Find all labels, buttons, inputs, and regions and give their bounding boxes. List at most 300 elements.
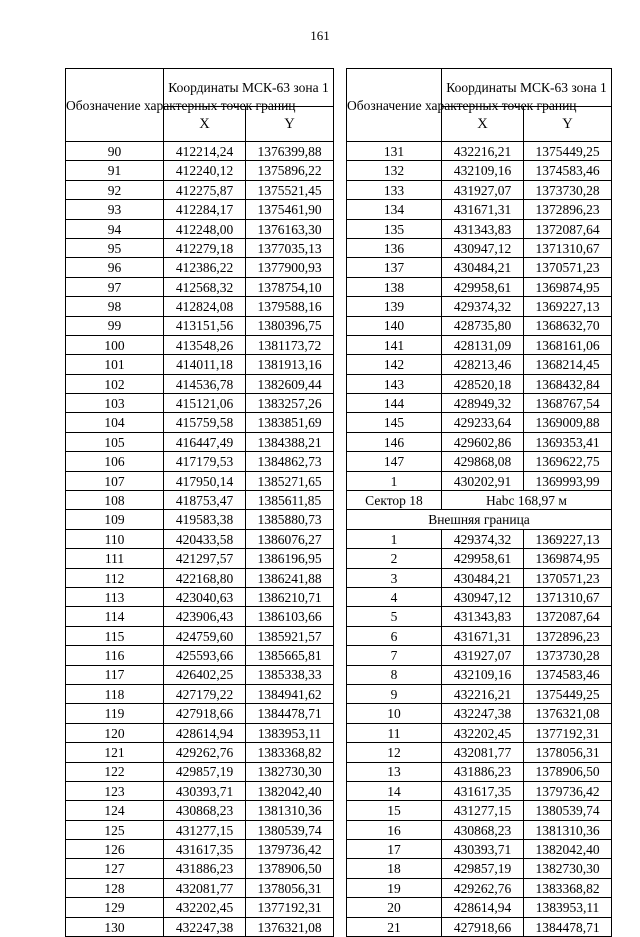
coord-y: 1381310,36 bbox=[524, 820, 612, 839]
point-number: 131 bbox=[347, 142, 442, 161]
point-number: 98 bbox=[66, 297, 164, 316]
table-row bbox=[347, 917, 612, 936]
point-number: 119 bbox=[66, 704, 164, 723]
point-number: 102 bbox=[66, 374, 164, 393]
sector-name: Сектор 18 bbox=[347, 491, 442, 510]
table-row bbox=[347, 277, 612, 296]
coord-x: 412568,32 bbox=[164, 277, 246, 296]
point-number: 110 bbox=[66, 529, 164, 548]
table-row bbox=[66, 297, 334, 316]
table-row bbox=[347, 238, 612, 257]
coord-y: 1382730,30 bbox=[524, 859, 612, 878]
table-row bbox=[66, 394, 334, 413]
coord-y: 1385271,65 bbox=[246, 471, 334, 490]
table-row bbox=[66, 587, 334, 606]
coord-x: 417950,14 bbox=[164, 471, 246, 490]
coord-x: 423040,63 bbox=[164, 587, 246, 606]
table-row bbox=[66, 452, 334, 471]
header-coords-label: Координаты МСК-63 зона 1 bbox=[442, 69, 612, 107]
point-number: 92 bbox=[66, 180, 164, 199]
coord-x: 431343,83 bbox=[442, 607, 524, 626]
coord-y: 1368767,54 bbox=[524, 394, 612, 413]
table-row bbox=[347, 413, 612, 432]
coord-x: 430393,71 bbox=[164, 781, 246, 800]
table-row bbox=[66, 878, 334, 897]
table-row bbox=[66, 568, 334, 587]
coord-y: 1383368,82 bbox=[524, 878, 612, 897]
table-row bbox=[347, 355, 612, 374]
point-number: 95 bbox=[66, 238, 164, 257]
coord-x: 431343,83 bbox=[442, 219, 524, 238]
point-number: 20 bbox=[347, 898, 442, 917]
point-number: 2 bbox=[347, 549, 442, 568]
point-number: 106 bbox=[66, 452, 164, 471]
table-row bbox=[347, 587, 612, 606]
coord-x: 430947,12 bbox=[442, 238, 524, 257]
table-row bbox=[347, 200, 612, 219]
point-number: 118 bbox=[66, 684, 164, 703]
coord-x: 432216,21 bbox=[442, 684, 524, 703]
point-number: 10 bbox=[347, 704, 442, 723]
table-row bbox=[66, 432, 334, 451]
table-row bbox=[66, 200, 334, 219]
point-number: 122 bbox=[66, 762, 164, 781]
coord-x: 429857,19 bbox=[164, 762, 246, 781]
coord-y: 1377192,31 bbox=[524, 723, 612, 742]
point-number: 115 bbox=[66, 626, 164, 645]
coord-y: 1380539,74 bbox=[524, 801, 612, 820]
table-row bbox=[347, 607, 612, 626]
table-row bbox=[66, 762, 334, 781]
point-number: 117 bbox=[66, 665, 164, 684]
coord-y: 1383851,69 bbox=[246, 413, 334, 432]
table-row bbox=[347, 452, 612, 471]
table-row bbox=[347, 161, 612, 180]
coord-y: 1380539,74 bbox=[246, 820, 334, 839]
coord-y: 1377900,93 bbox=[246, 258, 334, 277]
coord-x: 412386,22 bbox=[164, 258, 246, 277]
coord-y: 1371310,67 bbox=[524, 587, 612, 606]
coord-y: 1378754,10 bbox=[246, 277, 334, 296]
coord-y: 1384478,71 bbox=[524, 917, 612, 936]
point-number: 127 bbox=[66, 859, 164, 878]
coord-y: 1368632,70 bbox=[524, 316, 612, 335]
point-number: 109 bbox=[66, 510, 164, 529]
point-number: 3 bbox=[347, 568, 442, 587]
point-number: 126 bbox=[66, 840, 164, 859]
point-number: 132 bbox=[347, 161, 442, 180]
coord-y: 1382042,40 bbox=[524, 840, 612, 859]
coord-x: 428131,09 bbox=[442, 335, 524, 354]
table-row bbox=[347, 258, 612, 277]
coord-x: 429262,76 bbox=[442, 878, 524, 897]
coord-y: 1384388,21 bbox=[246, 432, 334, 451]
table-body-right bbox=[347, 142, 612, 937]
point-number: 107 bbox=[66, 471, 164, 490]
table-row bbox=[66, 626, 334, 645]
point-number: 113 bbox=[66, 587, 164, 606]
point-number: 1 bbox=[347, 529, 442, 548]
coord-x: 427179,22 bbox=[164, 684, 246, 703]
point-number: 101 bbox=[66, 355, 164, 374]
coord-x: 428213,46 bbox=[442, 355, 524, 374]
point-number: 7 bbox=[347, 646, 442, 665]
point-number: 1 bbox=[347, 471, 442, 490]
coord-y: 1384478,71 bbox=[246, 704, 334, 723]
table-row bbox=[66, 238, 334, 257]
point-number: 144 bbox=[347, 394, 442, 413]
point-number: 129 bbox=[66, 898, 164, 917]
table-row bbox=[66, 491, 334, 510]
coord-y: 1376399,88 bbox=[246, 142, 334, 161]
point-number: 13 bbox=[347, 762, 442, 781]
coord-x: 415759,58 bbox=[164, 413, 246, 432]
coord-x: 430868,23 bbox=[442, 820, 524, 839]
header-x: X bbox=[442, 107, 524, 142]
coord-y: 1369622,75 bbox=[524, 452, 612, 471]
coord-x: 432247,38 bbox=[442, 704, 524, 723]
coord-x: 427918,66 bbox=[164, 704, 246, 723]
table-row bbox=[66, 607, 334, 626]
coord-x: 430868,23 bbox=[164, 801, 246, 820]
table-row bbox=[347, 801, 612, 820]
coord-y: 1385611,85 bbox=[246, 491, 334, 510]
point-number: 100 bbox=[66, 335, 164, 354]
point-number: 11 bbox=[347, 723, 442, 742]
coord-x: 431886,23 bbox=[442, 762, 524, 781]
point-number: 116 bbox=[66, 646, 164, 665]
coord-x: 412824,08 bbox=[164, 297, 246, 316]
coord-y: 1375896,22 bbox=[246, 161, 334, 180]
table-row bbox=[66, 820, 334, 839]
coord-x: 432247,38 bbox=[164, 917, 246, 936]
coord-y: 1374583,46 bbox=[524, 665, 612, 684]
table-row bbox=[66, 743, 334, 762]
point-number: 140 bbox=[347, 316, 442, 335]
point-number: 130 bbox=[66, 917, 164, 936]
coord-x: 429958,61 bbox=[442, 277, 524, 296]
coord-x: 431277,15 bbox=[164, 820, 246, 839]
coord-y: 1369874,95 bbox=[524, 549, 612, 568]
coord-y: 1383368,82 bbox=[246, 743, 334, 762]
coord-x: 421297,57 bbox=[164, 549, 246, 568]
coord-x: 429374,32 bbox=[442, 529, 524, 548]
point-number: 142 bbox=[347, 355, 442, 374]
coord-y: 1370571,23 bbox=[524, 568, 612, 587]
table-row bbox=[347, 432, 612, 451]
table-row bbox=[347, 723, 612, 742]
table-row bbox=[347, 626, 612, 645]
point-number: 139 bbox=[347, 297, 442, 316]
coord-y: 1372896,23 bbox=[524, 626, 612, 645]
coord-x: 428735,80 bbox=[442, 316, 524, 335]
coord-x: 430947,12 bbox=[442, 587, 524, 606]
coord-y: 1370571,23 bbox=[524, 258, 612, 277]
coord-x: 412275,87 bbox=[164, 180, 246, 199]
table-row bbox=[347, 180, 612, 199]
coord-y: 1382730,30 bbox=[246, 762, 334, 781]
coordinates-table-right bbox=[346, 68, 612, 937]
coord-x: 412248,00 bbox=[164, 219, 246, 238]
coord-y: 1385665,81 bbox=[246, 646, 334, 665]
coord-y: 1383953,11 bbox=[246, 723, 334, 742]
header-y: Y bbox=[246, 107, 334, 142]
coord-y: 1377192,31 bbox=[246, 898, 334, 917]
page-number: 161 bbox=[310, 28, 330, 43]
point-number: 99 bbox=[66, 316, 164, 335]
table-row bbox=[66, 859, 334, 878]
coord-y: 1378056,31 bbox=[524, 743, 612, 762]
point-number: 94 bbox=[66, 219, 164, 238]
point-number: 123 bbox=[66, 781, 164, 800]
coord-y: 1385921,57 bbox=[246, 626, 334, 645]
coord-x: 419583,38 bbox=[164, 510, 246, 529]
point-number: 16 bbox=[347, 820, 442, 839]
point-number: 125 bbox=[66, 820, 164, 839]
point-number: 91 bbox=[66, 161, 164, 180]
coord-y: 1369227,13 bbox=[524, 529, 612, 548]
coord-x: 413151,56 bbox=[164, 316, 246, 335]
table-row bbox=[66, 471, 334, 490]
table-row bbox=[347, 297, 612, 316]
coord-x: 418753,47 bbox=[164, 491, 246, 510]
table-row bbox=[66, 161, 334, 180]
table-row bbox=[66, 684, 334, 703]
table-row bbox=[66, 549, 334, 568]
table-row bbox=[66, 258, 334, 277]
coord-y: 1368432,84 bbox=[524, 374, 612, 393]
table-row bbox=[66, 801, 334, 820]
coord-x: 431671,31 bbox=[442, 200, 524, 219]
header-point-label: Обозначение характерных точек границ bbox=[347, 69, 442, 142]
point-number: 17 bbox=[347, 840, 442, 859]
table-row bbox=[66, 316, 334, 335]
coord-y: 1369353,41 bbox=[524, 432, 612, 451]
coord-y: 1378906,50 bbox=[524, 762, 612, 781]
point-number: 12 bbox=[347, 743, 442, 762]
coord-x: 432081,77 bbox=[164, 878, 246, 897]
table-row bbox=[66, 529, 334, 548]
coord-x: 426402,25 bbox=[164, 665, 246, 684]
table-row bbox=[347, 762, 612, 781]
table-row bbox=[347, 394, 612, 413]
table-row bbox=[347, 781, 612, 800]
coord-x: 428949,32 bbox=[442, 394, 524, 413]
point-number: 97 bbox=[66, 277, 164, 296]
coord-x: 432109,16 bbox=[442, 161, 524, 180]
point-number: 141 bbox=[347, 335, 442, 354]
table-row bbox=[347, 646, 612, 665]
table-row bbox=[66, 665, 334, 684]
coord-x: 430202,91 bbox=[442, 471, 524, 490]
point-number: 21 bbox=[347, 917, 442, 936]
table-row bbox=[347, 335, 612, 354]
sector-row bbox=[347, 491, 612, 510]
coord-y: 1385880,73 bbox=[246, 510, 334, 529]
point-number: 112 bbox=[66, 568, 164, 587]
coord-y: 1369227,13 bbox=[524, 297, 612, 316]
table-row bbox=[66, 277, 334, 296]
outer-boundary-row bbox=[347, 510, 612, 529]
table-row bbox=[66, 840, 334, 859]
point-number: 137 bbox=[347, 258, 442, 277]
table-row bbox=[66, 355, 334, 374]
table-row bbox=[347, 743, 612, 762]
coord-x: 432216,21 bbox=[442, 142, 524, 161]
coord-y: 1383953,11 bbox=[524, 898, 612, 917]
coord-y: 1386241,88 bbox=[246, 568, 334, 587]
coord-y: 1375461,90 bbox=[246, 200, 334, 219]
table-row bbox=[66, 374, 334, 393]
coord-y: 1375449,25 bbox=[524, 684, 612, 703]
table-row bbox=[66, 646, 334, 665]
coord-x: 425593,66 bbox=[164, 646, 246, 665]
table-row bbox=[347, 820, 612, 839]
coord-x: 417179,53 bbox=[164, 452, 246, 471]
point-number: 14 bbox=[347, 781, 442, 800]
coord-x: 429857,19 bbox=[442, 859, 524, 878]
point-number: 146 bbox=[347, 432, 442, 451]
table-row bbox=[347, 374, 612, 393]
coord-x: 429868,08 bbox=[442, 452, 524, 471]
coord-y: 1378056,31 bbox=[246, 878, 334, 897]
point-number: 96 bbox=[66, 258, 164, 277]
coord-x: 432081,77 bbox=[442, 743, 524, 762]
coord-y: 1381913,16 bbox=[246, 355, 334, 374]
table-row bbox=[66, 413, 334, 432]
coord-x: 431617,35 bbox=[164, 840, 246, 859]
point-number: 136 bbox=[347, 238, 442, 257]
coord-y: 1377035,13 bbox=[246, 238, 334, 257]
coord-y: 1375449,25 bbox=[524, 142, 612, 161]
sector-area: Нabc 168,97 м bbox=[442, 491, 612, 510]
coord-y: 1369009,88 bbox=[524, 413, 612, 432]
point-number: 15 bbox=[347, 801, 442, 820]
coord-x: 431927,07 bbox=[442, 646, 524, 665]
point-number: 121 bbox=[66, 743, 164, 762]
table-row bbox=[347, 665, 612, 684]
point-number: 9 bbox=[347, 684, 442, 703]
coord-x: 430393,71 bbox=[442, 840, 524, 859]
coord-x: 430484,21 bbox=[442, 568, 524, 587]
coord-x: 429262,76 bbox=[164, 743, 246, 762]
coord-x: 429374,32 bbox=[442, 297, 524, 316]
coord-x: 427918,66 bbox=[442, 917, 524, 936]
table-row bbox=[347, 316, 612, 335]
table-row bbox=[347, 471, 612, 490]
point-number: 134 bbox=[347, 200, 442, 219]
table-row bbox=[347, 142, 612, 161]
coord-y: 1384862,73 bbox=[246, 452, 334, 471]
coord-x: 429958,61 bbox=[442, 549, 524, 568]
point-number: 8 bbox=[347, 665, 442, 684]
coord-x: 432202,45 bbox=[164, 898, 246, 917]
coord-x: 414536,78 bbox=[164, 374, 246, 393]
coord-y: 1372896,23 bbox=[524, 200, 612, 219]
coord-y: 1380396,75 bbox=[246, 316, 334, 335]
coord-y: 1385338,33 bbox=[246, 665, 334, 684]
point-number: 90 bbox=[66, 142, 164, 161]
point-number: 18 bbox=[347, 859, 442, 878]
point-number: 19 bbox=[347, 878, 442, 897]
table-row bbox=[347, 704, 612, 723]
point-number: 138 bbox=[347, 277, 442, 296]
coord-x: 423906,43 bbox=[164, 607, 246, 626]
point-number: 104 bbox=[66, 413, 164, 432]
point-number: 4 bbox=[347, 587, 442, 606]
coord-y: 1369874,95 bbox=[524, 277, 612, 296]
coord-y: 1386196,95 bbox=[246, 549, 334, 568]
coord-x: 424759,60 bbox=[164, 626, 246, 645]
coord-y: 1384941,62 bbox=[246, 684, 334, 703]
coord-y: 1368161,06 bbox=[524, 335, 612, 354]
point-number: 93 bbox=[66, 200, 164, 219]
coord-x: 431617,35 bbox=[442, 781, 524, 800]
coordinates-table-left bbox=[65, 68, 334, 937]
table-row bbox=[347, 529, 612, 548]
table-row bbox=[66, 142, 334, 161]
table-row bbox=[66, 781, 334, 800]
coord-y: 1378906,50 bbox=[246, 859, 334, 878]
point-number: 135 bbox=[347, 219, 442, 238]
header-point-label: Обозначение характерных точек границ bbox=[66, 69, 164, 142]
coord-x: 412214,24 bbox=[164, 142, 246, 161]
coord-x: 416447,49 bbox=[164, 432, 246, 451]
header-y: Y bbox=[524, 107, 612, 142]
coord-y: 1374583,46 bbox=[524, 161, 612, 180]
table-row bbox=[66, 704, 334, 723]
point-number: 5 bbox=[347, 607, 442, 626]
coord-x: 429233,64 bbox=[442, 413, 524, 432]
coord-x: 431277,15 bbox=[442, 801, 524, 820]
coord-y: 1373730,28 bbox=[524, 180, 612, 199]
table-row bbox=[66, 219, 334, 238]
point-number: 133 bbox=[347, 180, 442, 199]
coord-x: 412240,12 bbox=[164, 161, 246, 180]
coord-x: 428614,94 bbox=[164, 723, 246, 742]
coord-y: 1376321,08 bbox=[246, 917, 334, 936]
table-row bbox=[66, 723, 334, 742]
point-number: 114 bbox=[66, 607, 164, 626]
coord-x: 432202,45 bbox=[442, 723, 524, 742]
table-row bbox=[347, 549, 612, 568]
coord-x: 420433,58 bbox=[164, 529, 246, 548]
coord-x: 431927,07 bbox=[442, 180, 524, 199]
point-number: 124 bbox=[66, 801, 164, 820]
coord-y: 1386076,27 bbox=[246, 529, 334, 548]
point-number: 120 bbox=[66, 723, 164, 742]
coord-y: 1382609,44 bbox=[246, 374, 334, 393]
table-row bbox=[347, 878, 612, 897]
coord-y: 1369993,99 bbox=[524, 471, 612, 490]
table-row bbox=[66, 898, 334, 917]
coord-y: 1372087,64 bbox=[524, 219, 612, 238]
point-number: 111 bbox=[66, 549, 164, 568]
coord-y: 1372087,64 bbox=[524, 607, 612, 626]
coord-x: 412279,18 bbox=[164, 238, 246, 257]
coord-y: 1379736,42 bbox=[524, 781, 612, 800]
table-row bbox=[66, 510, 334, 529]
coord-y: 1376163,30 bbox=[246, 219, 334, 238]
table-row bbox=[347, 898, 612, 917]
coord-y: 1383257,26 bbox=[246, 394, 334, 413]
outer-boundary-label: Внешняя граница bbox=[347, 510, 612, 529]
coord-y: 1386210,71 bbox=[246, 587, 334, 606]
point-number: 143 bbox=[347, 374, 442, 393]
coord-x: 430484,21 bbox=[442, 258, 524, 277]
table-row bbox=[347, 840, 612, 859]
coord-x: 422168,80 bbox=[164, 568, 246, 587]
